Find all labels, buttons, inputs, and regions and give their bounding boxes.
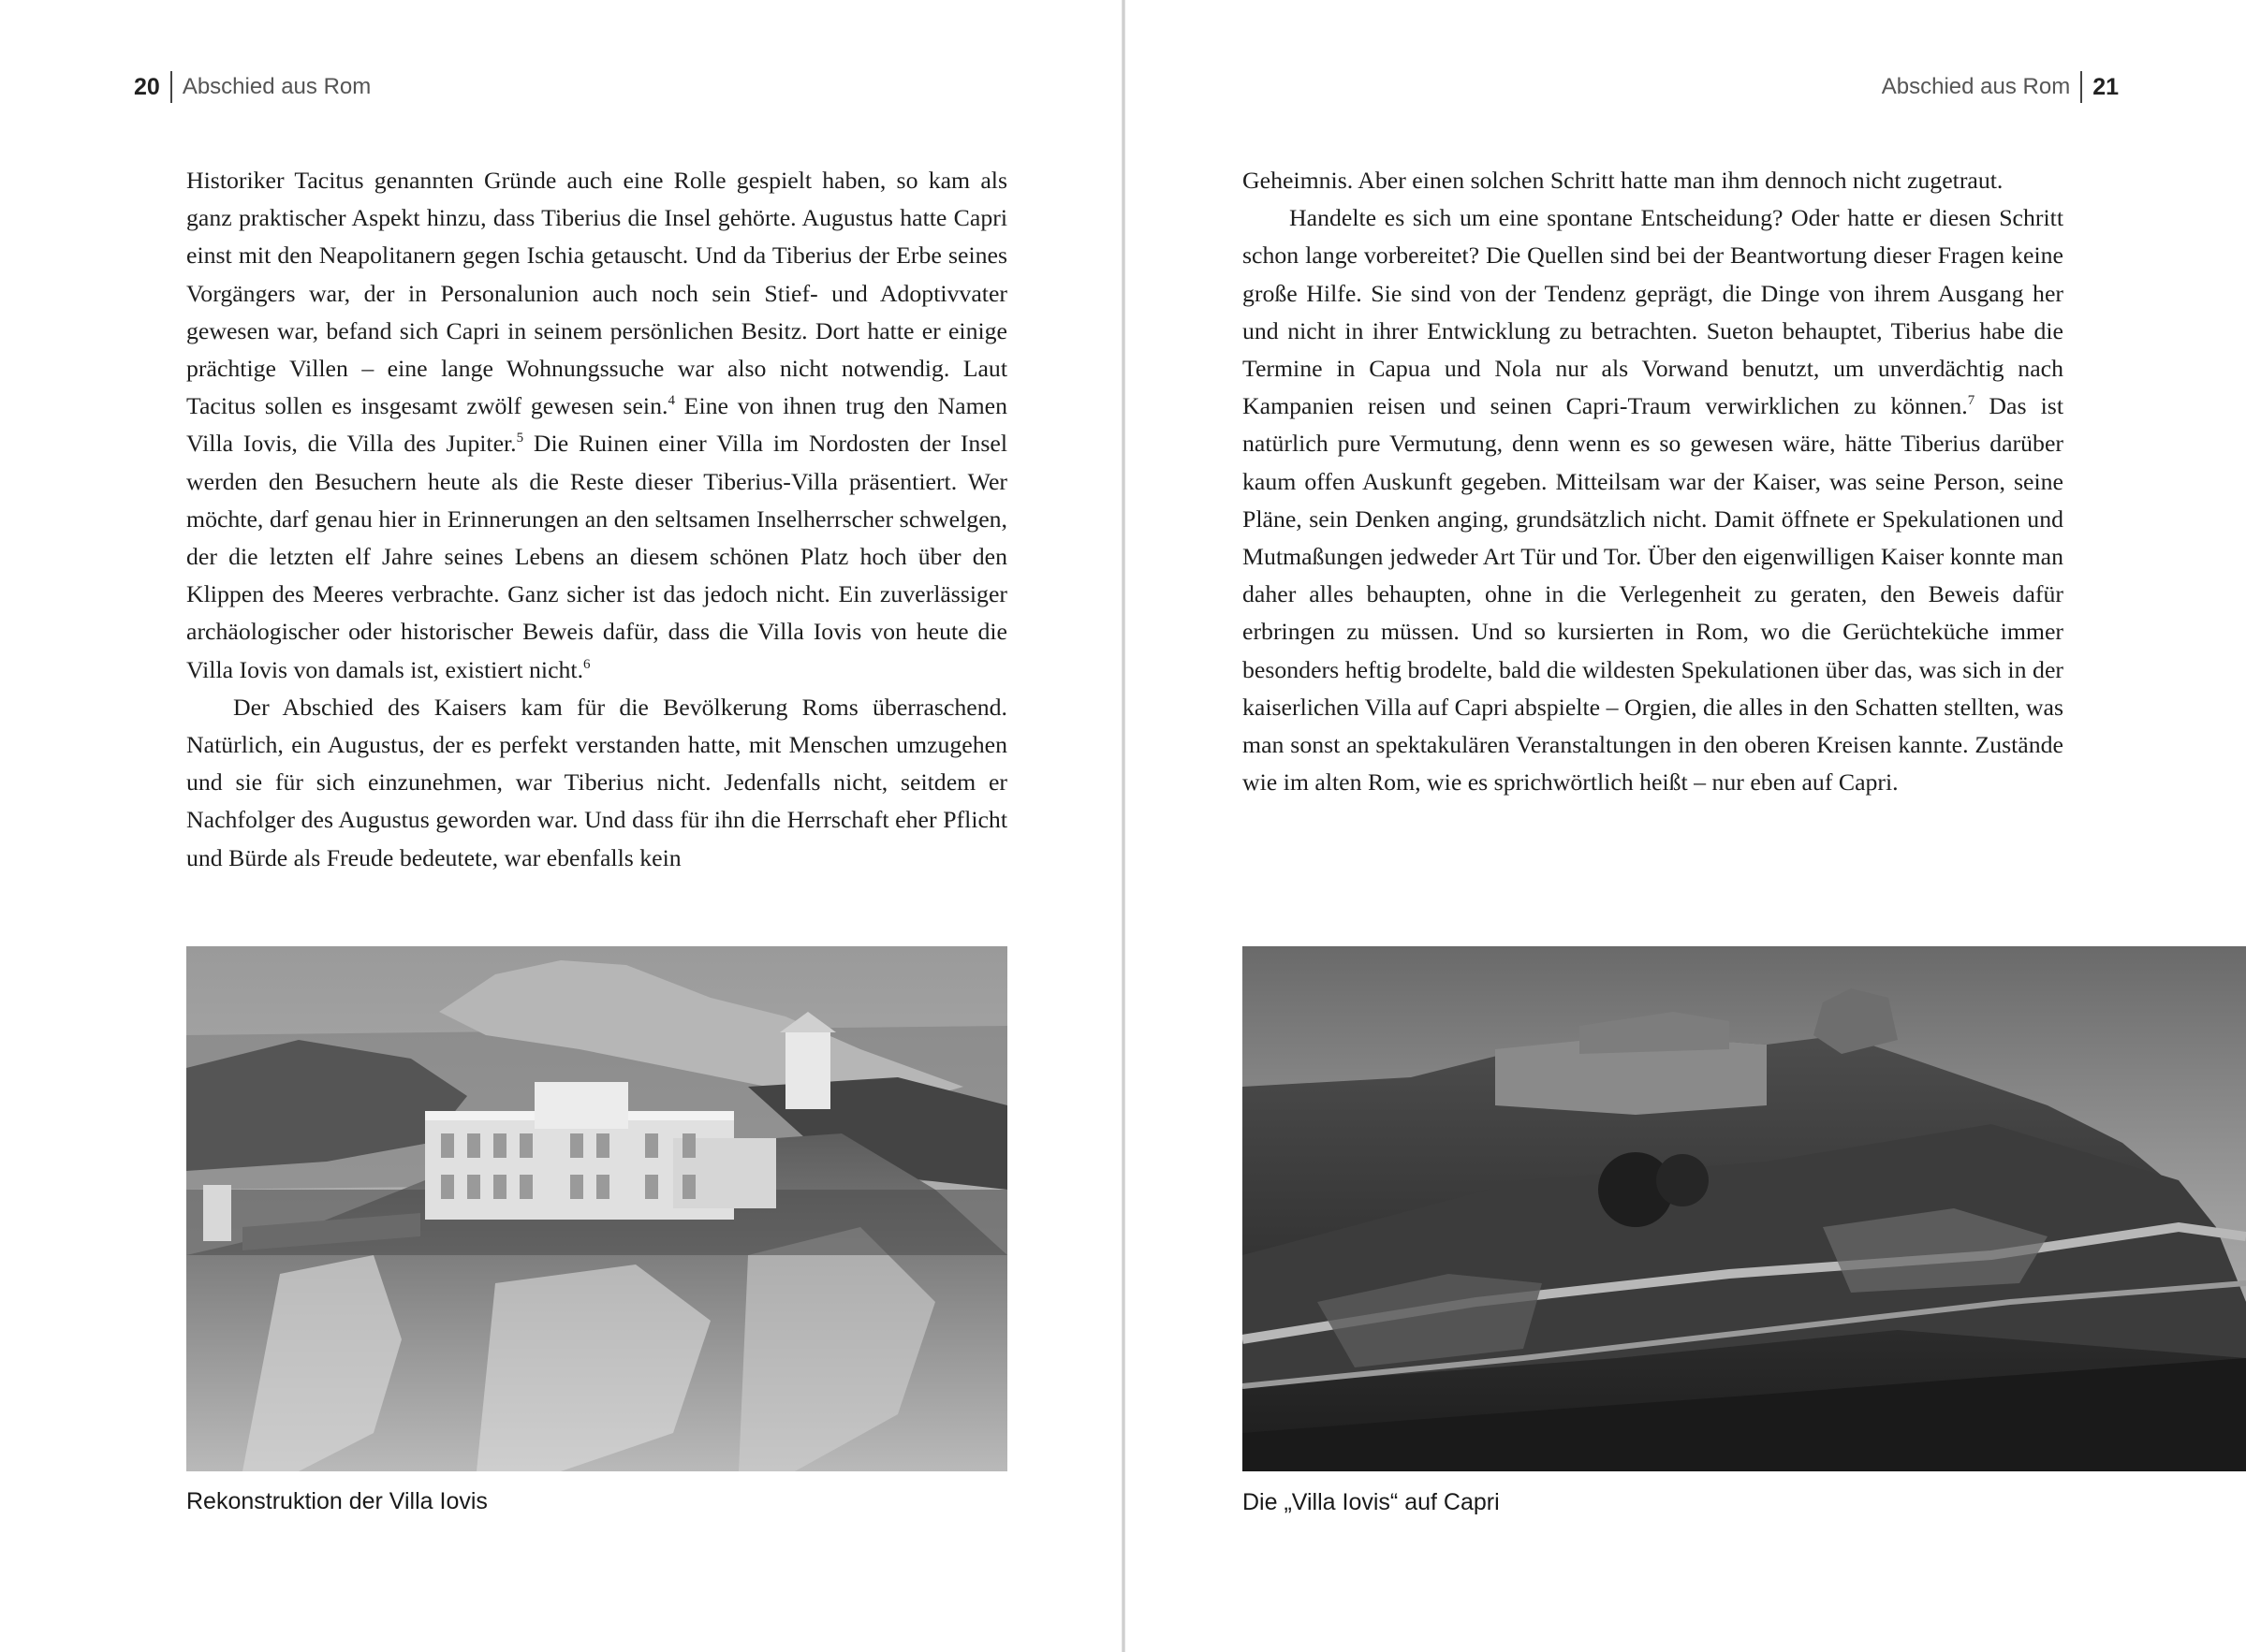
villa-ruins-photo [1242, 946, 2246, 1471]
paragraph: Geheimnis. Aber einen solchen Schritt hatte man ihm dennoch nicht zugetraut. [1242, 167, 2004, 194]
footnote-marker[interactable]: 7 [1967, 393, 1975, 409]
running-head-right [1882, 71, 2119, 103]
header-divider [2080, 71, 2082, 103]
page-number: 20 [134, 73, 160, 100]
figure-villa-reconstruction [186, 946, 1007, 1471]
right-page [1125, 0, 2246, 1652]
body-text-right [1242, 162, 2063, 801]
left-page [0, 0, 1122, 1652]
paragraph: Historiker Tacitus genannten Gründe auch eine Rolle gespielt haben, so kam als ganz praktischer Aspekt hinzu, dass Tiberius die Insel gehörte. Augustus hatte Capri einst mit den Neapolitanern gegen Ischia getauscht. Und da Tiberius der Erbe seines Vorgängers war, der in Personalunion auch noch sein Stief- und Adoptivvater gewesen war, befand sich Capri in seinem persönlichen Besitz. Dort hatte er einige prächtige Villen – eine lange Wohnungssuche war also nicht notwendig. Laut Tacitus sollen es insgesamt zwölf gewesen sein.$^4$ Eine von ihnen trug den Namen Villa Iovis, die Villa des Jupiter.$^5$ Die Ruinen einer Villa im Nordosten der Insel werden den Besuchern heute als die Reste dieser Tiberius-Villa präsentiert. Wer möchte, darf genau hier in Erinnerungen an den seltsamen Inselherrscher schwelgen, der die letzten elf Jahre seines Lebens an diesem schönen Platz hoch über den Klippen des Meeres verbrachte. Ganz sicher ist das jedoch nicht. Ein zuverlässiger archäologischer oder historischer Beweis dafür, dass die Villa Iovis von heute die Villa Iovis von damals ist, existiert nicht.$^6$ [186, 167, 1007, 683]
figure-caption: Die „Villa Iovis“ auf Capri [1242, 1489, 1500, 1515]
paragraph: Handelte es sich um eine spontane Entscheidung? Oder hatte er diesen Schritt schon lange vorbereitet? Die Quellen sind bei der Beantwortung dieser Fragen keine große Hilfe. Sie sind von der Tendenz geprägt, die Dinge von ihrem Ausgang her und nicht in ihrer Entwicklung zu betrachten. Sueton behauptet, Tiberius habe die Termine in Capua und Nola nur als Vorwand benutzt, um unverdächtig nach Kampanien reisen und seinen Capri-Traum verwirklichen zu können.$^7$ Das ist natürlich pure Vermutung, denn wenn es so gewesen wäre, hätte Tiberius darüber kaum offen Auskunft gegeben. Mitteilsam war der Kaiser, was seine Person, seine Pläne, sein Denken anging, grundsätzlich nicht. Damit öffnete er Spekulationen und Mutmaßungen jedweder Art Tür und Tor. Über den eigenwilligen Kaiser konnte man daher alles behaupten, ohne in die Verlegenheit zu geraten, den Beweis dafür erbringen zu müssen. Und so kursierten in Rom, wo die Gerüchteküche immer besonders heftig brodelte, bald die wildesten Spekulationen über das, was sich in der kaiserlichen Villa auf Capri abspielte – Orgien, die alles in den Schatten stellten, was man sonst an spektakulären Veranstaltungen in den oberen Kreisen kannte. Zustände wie im alten Rom, wie es sprichwörtlich heißt – nur eben auf Capri. [1242, 204, 2063, 797]
paragraph: Der Abschied des Kaisers kam für die Bevölkerung Roms überraschend. Natürlich, ein Augustus, der es perfekt verstanden hatte, mit Menschen umzugehen und sie für sich einzunehmen, war Tiberius nicht. Jedenfalls nicht, seitdem er Nachfolger des Augustus geworden war. Und dass für ihn die Herrschaft eher Pflicht und Bürde als Freude bedeutete, war ebenfalls kein [186, 693, 1007, 871]
running-title: Abschied aus Rom [1881, 74, 2071, 99]
footnote-marker[interactable]: 4 [668, 393, 675, 409]
footnote-marker[interactable]: 6 [583, 656, 591, 672]
footnote-marker[interactable]: 5 [516, 431, 524, 446]
header-divider [170, 71, 172, 103]
villa-reconstruction-image [186, 946, 1007, 1471]
running-head-left [134, 71, 371, 103]
figure-villa-ruins [1242, 946, 2246, 1471]
running-title: Abschied aus Rom [182, 74, 372, 99]
page-number: 21 [2092, 73, 2119, 100]
body-text-left [186, 162, 1007, 877]
figure-caption: Rekonstruktion der Villa Iovis [186, 1488, 488, 1514]
